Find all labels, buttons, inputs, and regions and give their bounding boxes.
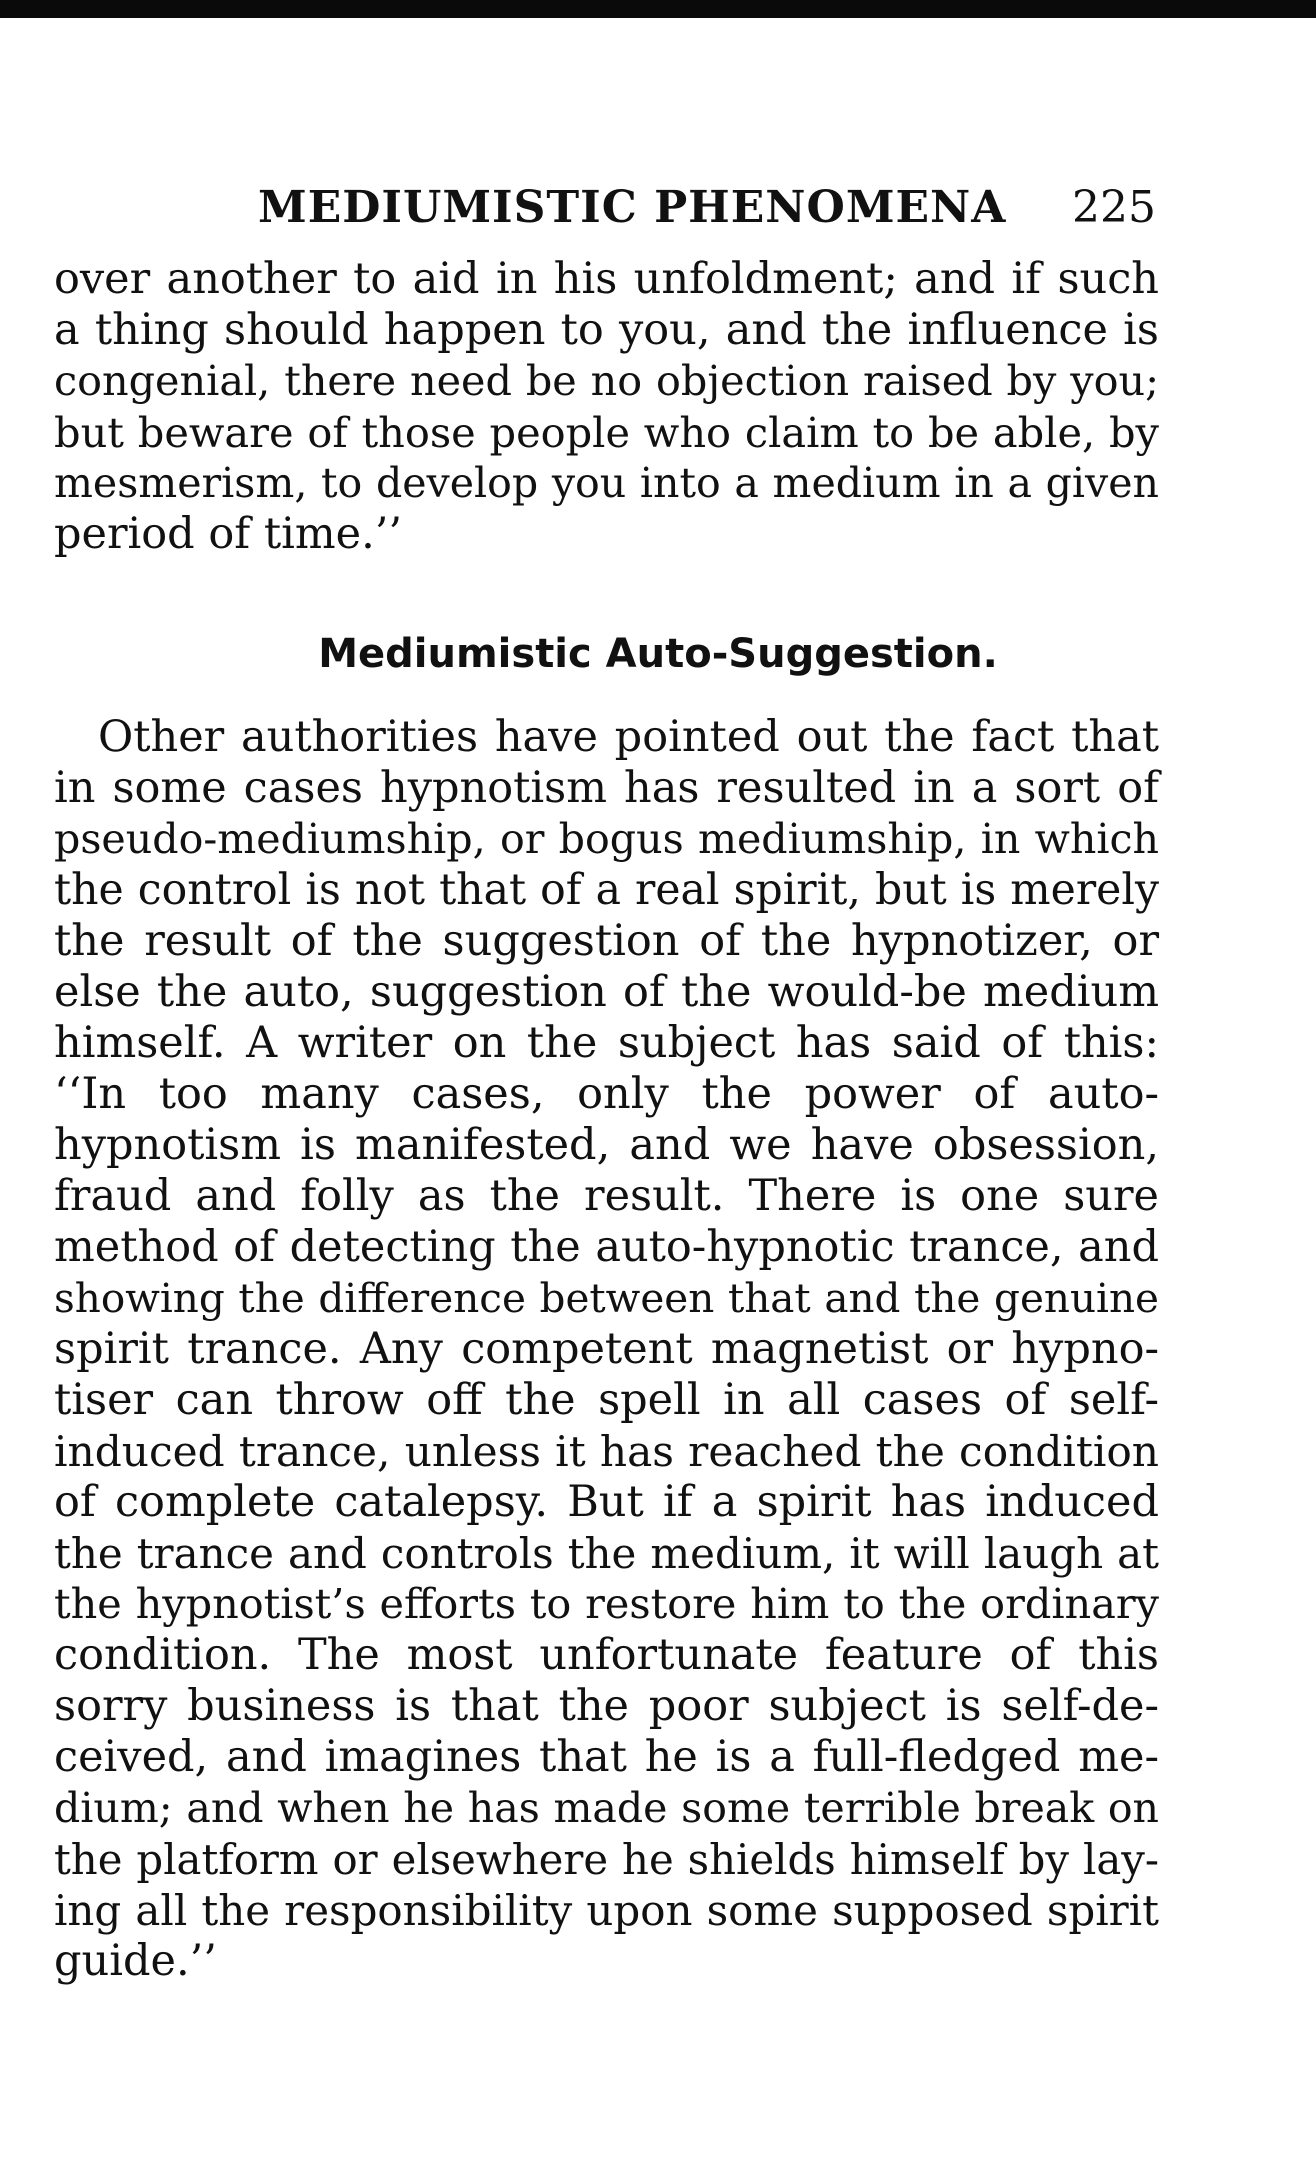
text-line: pseudo-mediumship, or bogus mediumship, in which — [54, 815, 1159, 863]
running-head-title: MEDIUMISTIC PHENOMENA — [258, 182, 1007, 233]
text-line: method of detecting the auto-hypnotic trance, and — [54, 1222, 1159, 1272]
text-line: ceived, and imagines that he is a full-fledged me- — [54, 1732, 1159, 1782]
paragraph-body — [54, 712, 1159, 1987]
text-line: showing the difference between that and the genuine — [54, 1274, 1159, 1322]
text-line: mesmerism, to develop you into a medium in a given — [54, 459, 1159, 507]
text-line: dium; and when he has made some terrible break on — [54, 1784, 1159, 1832]
text-line: spirit trance. Any competent magnetist or hypno- — [54, 1324, 1159, 1374]
text-line: a thing should happen to you, and the influence is — [54, 305, 1159, 355]
running-head — [58, 178, 1156, 238]
text-line: else the auto, suggestion of the would-be medium — [54, 967, 1159, 1017]
text-line: Other authorities have pointed out the fact that — [98, 712, 1159, 762]
text-line: the platform or elsewhere he shields himself by lay- — [54, 1835, 1159, 1884]
text-line: of complete catalepsy. But if a spirit has induced — [54, 1477, 1159, 1527]
text-line: the control is not that of a real spirit, but is merely — [54, 866, 1159, 915]
text-line: ‘‘In too many cases, only the power of auto- — [54, 1069, 1159, 1119]
page-top-edge — [0, 0, 1316, 18]
text-line: in some cases hypnotism has resulted in a sort of — [54, 763, 1159, 813]
text-line: induced trance, unless it has reached the condition — [54, 1427, 1159, 1476]
text-line: condition. The most unfortunate feature of this — [54, 1630, 1159, 1680]
page-number: 225 — [1072, 182, 1156, 233]
text-line: himself. A writer on the subject has said of this: — [54, 1018, 1159, 1068]
text-line: tiser can throw off the spell in all cases of self- — [54, 1375, 1159, 1425]
text-line: the hypnotist’s efforts to restore him to the ordinary — [54, 1580, 1159, 1628]
text-line: congenial, there need be no objection raised by you; — [54, 357, 1159, 405]
text-line: over another to aid in his unfoldment; and if such — [54, 254, 1159, 304]
text-line: but beware of those people who claim to be able, by — [54, 408, 1159, 457]
paragraph-continued — [54, 254, 1159, 560]
text-line: fraud and folly as the result. There is one sure — [54, 1171, 1159, 1221]
text-line: hypnotism is manifested, and we have obsession, — [54, 1120, 1159, 1170]
text-line: the result of the suggestion of the hypnotizer, or — [54, 916, 1159, 966]
text-line: period of time.’’ — [54, 509, 403, 559]
text-line: the trance and controls the medium, it will laugh at — [54, 1529, 1159, 1578]
text-line: sorry business is that the poor subject is self-de- — [54, 1681, 1159, 1731]
text-line: ing all the responsibility upon some supposed spirit — [54, 1886, 1159, 1935]
text-line: guide.’’ — [54, 1936, 217, 1986]
section-heading: Mediumistic Auto-Suggestion. — [318, 631, 998, 677]
